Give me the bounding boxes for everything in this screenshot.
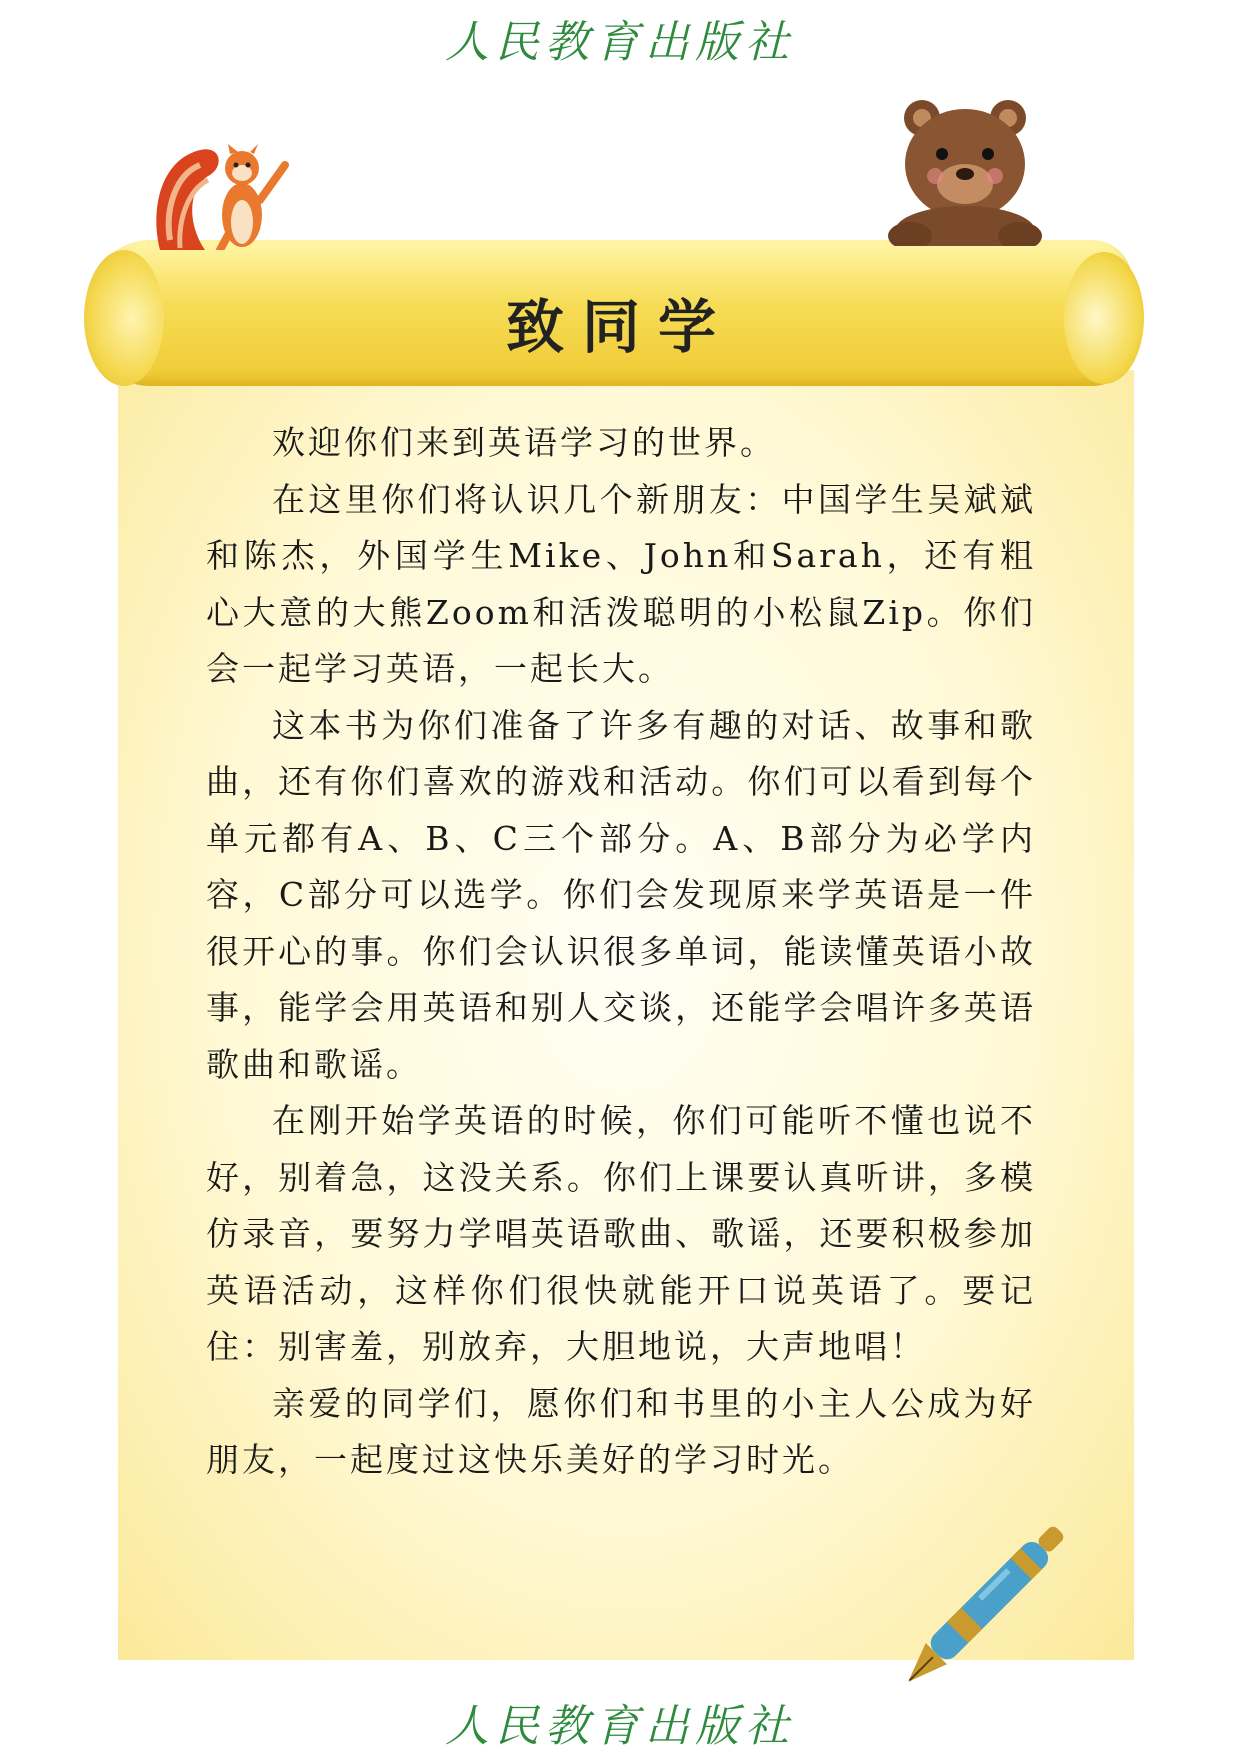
letter-body xyxy=(206,415,1036,1489)
paragraph-5: 亲爱的同学们，愿你们和书里的小主人公成为好朋友，一起度过这快乐美好的学习时光。 xyxy=(206,1383,1036,1479)
fountain-pen-illustration xyxy=(880,1475,1120,1705)
bear-illustration xyxy=(880,96,1050,246)
paragraph-2: 在这里你们将认识几个新朋友：中国学生吴斌斌和陈杰，外国学生Mike、John和Sarah，还有粗心大意的大熊Zoom和活泼聪明的小松鼠Zip。你们会一起学习英语，一起长大。 xyxy=(206,479,1036,688)
page-title: 致同学 xyxy=(505,293,734,361)
paragraph-4: 在刚开始学英语的时候，你们可能听不懂也说不好，别着急，这没关系。你们上课要认真听讲，多模仿录音，要努力学唱英语歌曲、歌谣，还要积极参加英语活动，这样你们很快就能开口说英语了。要记住：别害羞，别放弃，大胆地说，大声地唱！ xyxy=(206,1101,1036,1366)
publisher-logo-bottom: 人民教育出版社 xyxy=(445,1701,795,1752)
paragraph-3: 这本书为你们准备了许多有趣的对话、故事和歌曲，还有你们喜欢的游戏和活动。你们可以看到每个单元都有A、B、C三个部分。A、B部分为必学内容，C部分可以选学。你们会发现原来学英语是一件很开心的事。你们会认识很多单词，能读懂英语小故事，能学会用英语和别人交谈，还能学会唱许多英语歌曲和歌谣。 xyxy=(206,705,1036,1084)
publisher-logo-top: 人民教育出版社 xyxy=(445,17,795,68)
squirrel-illustration xyxy=(150,140,310,250)
paragraph-1: 欢迎你们来到英语学习的世界。 xyxy=(272,423,776,462)
